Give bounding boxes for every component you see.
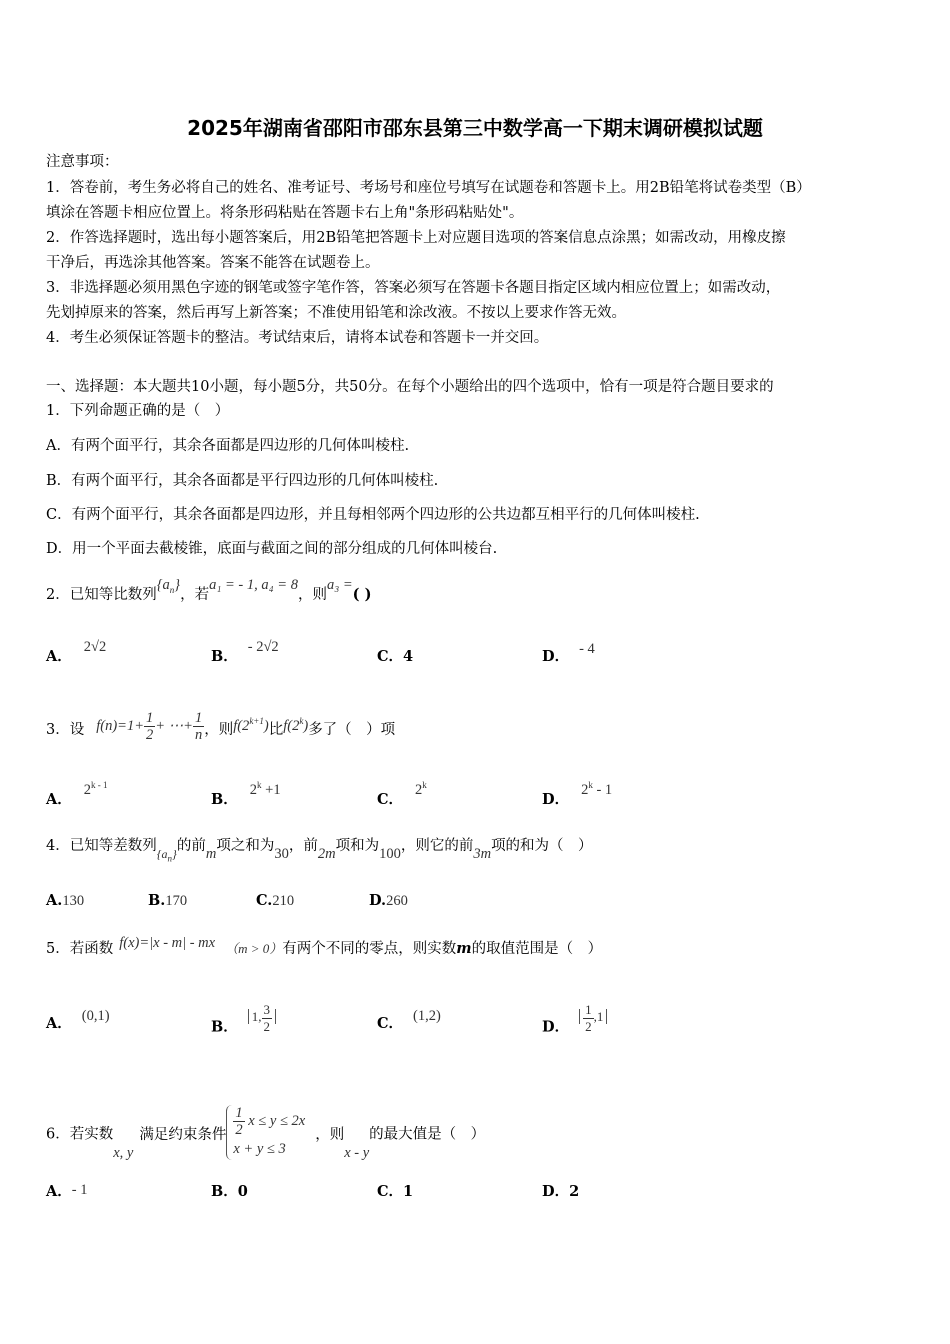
question-6-stem: 6．若实数x, y满足约束条件 $\frac{1}{2}$ x ≤ y ≤ 2x x + y ≤ 3 ，则x - y的最大值是（ ） — [46, 1105, 486, 1161]
notice-line: 干净后，再选涂其他答案。答案不能答在试题卷上。 — [46, 255, 380, 271]
question-3-option-c: C．2$^k$ — [377, 780, 427, 808]
question-6-option-a: A．- 1 — [46, 1182, 88, 1200]
question-4-option-b: B.170 — [148, 892, 188, 909]
page-title: 2025年湖南省邵阳市邵东县第三中数学高一下期末调研模拟试题 — [187, 116, 763, 140]
question-3-option-d: D．2$^k$ - 1 — [542, 780, 613, 808]
objective-expression: x - y — [344, 1144, 370, 1161]
notice-line: 先划掉原来的答案，然后再写上新答案；不准使用铅笔和涂改液。不按以上要求作答无效。 — [46, 305, 626, 321]
question-3-stem: 3．设 f(n)=1+ $\frac{1}{2}$ + ⋯+ $\frac{1}{n}$ ，则$f(2^{k+1})$比f(2$^k$)多了（ ）项 — [46, 710, 396, 743]
question-5-option-c: C． (1,2) — [377, 1008, 441, 1032]
question-1-option-d: D．用一个平面去截棱锥，底面与截面之间的部分组成的几何体叫棱台. — [46, 541, 498, 557]
question-4-option-c: C.210 — [256, 892, 295, 909]
question-4-option-d: D.260 — [369, 892, 408, 909]
notice-line: 4．考生必须保证答题卡的整洁。考试结束后，请将本试卷和答题卡一并交回。 — [46, 330, 549, 346]
sequence-symbol: $\{a_n\}$ — [156, 577, 181, 595]
question-1-stem: 1．下列命题正确的是（ ） — [46, 403, 230, 419]
question-6-option-b: B．0 — [211, 1183, 248, 1200]
question-3-option-b: B．$2^k +1$ — [211, 780, 281, 808]
question-1-option-b: B．有两个面平行，其余各面都是平行四边形的几何体叫棱柱. — [46, 473, 439, 489]
variables: x, y — [113, 1144, 134, 1161]
section-heading: 一、选择题：本大题共10小题，每小题5分，共50分。在每个小题给出的四个选项中，恰有一项是符合题目要求的 — [46, 379, 774, 395]
notice-heading: 注意事项： — [46, 154, 119, 170]
condition-formula: a₁ = - 1, a₄ = 8 — [209, 577, 298, 593]
constraint-system: $\frac{1}{2}$ x ≤ y ≤ 2x x + y ≤ 3 — [226, 1105, 305, 1160]
question-6-option-c: C．1 — [377, 1183, 414, 1200]
question-2-option-a: A．2√2 — [46, 639, 107, 665]
question-2-option-d: D． - 4 — [542, 641, 595, 665]
parameter-condition: （m > 0） — [225, 941, 283, 956]
function-value-a: $f(2^{k+1})$ — [233, 716, 269, 734]
notice-line: 1．答卷前，考生务必将自己的姓名、准考证号、考场号和座位号填写在试题卷和答题卡上。用2B铅笔将试卷类型（B） — [46, 180, 811, 196]
function-value-b: f(2$^k$) — [283, 716, 309, 734]
function-definition: f(n)=1+ $\frac{1}{2}$ + ⋯+ $\frac{1}{n}$ — [96, 710, 203, 743]
notice-line: 3．非选择题必须用黑色字迹的钢笔或签字笔作答，答案必须写在答题卡各题目指定区域内相应位置上；如需改动， — [46, 280, 781, 296]
target-term: a₃ = — [326, 577, 353, 593]
question-5-option-d: D． $\frac{1}{2}$ ,1 — [542, 1012, 607, 1045]
question-1-option-a: A．有两个面平行，其余各面都是四边形的几何体叫棱柱. — [46, 438, 410, 454]
question-2-option-b: B．- 2√2 — [211, 639, 279, 665]
question-3-option-a: A．2$^{k - 1}$ — [46, 780, 108, 808]
sequence-symbol: {an} — [156, 847, 177, 864]
function-definition: f(x)=|x - m| - mx — [119, 935, 216, 951]
notice-line: 2．作答选择题时，选出每小题答案后，用2B铅笔把答题卡上对应题目选项的答案信息点涂黑；如需改动，用橡皮擦 — [46, 230, 786, 246]
question-5-option-b: B．1, $\frac{3}{2}$ — [211, 1012, 276, 1045]
notice-line: 填涂在答题卡相应位置上。将条形码粘贴在答题卡右上角"条形码粘贴处"。 — [46, 205, 524, 221]
question-4-stem: 4．已知等差数列$_{\{a_n\}}$的前m项之和为30，前2m项和为100，则它的前3m项的和为（ ） — [46, 838, 593, 864]
question-5-stem: 5．若函数 f(x)=|x - m| - mx （m > 0）有两个不同的零点，则实数m的取值范围是（ ） — [46, 935, 603, 957]
question-6-option-d: D．2 — [542, 1183, 580, 1200]
question-4-option-a: A.130 — [46, 892, 85, 909]
question-1-option-c: C．有两个面平行，其余各面都是四边形，并且每相邻两个四边形的公共边都互相平行的几何体叫棱柱. — [46, 507, 700, 523]
question-2-stem: 2．已知等比数列$\{a_n\}$，若a₁ = - 1, a₄ = 8，则a₃ =( ) — [46, 577, 372, 603]
question-2-option-c: C．4 — [377, 648, 414, 665]
question-5-option-a: A． (0,1) — [46, 1008, 110, 1032]
